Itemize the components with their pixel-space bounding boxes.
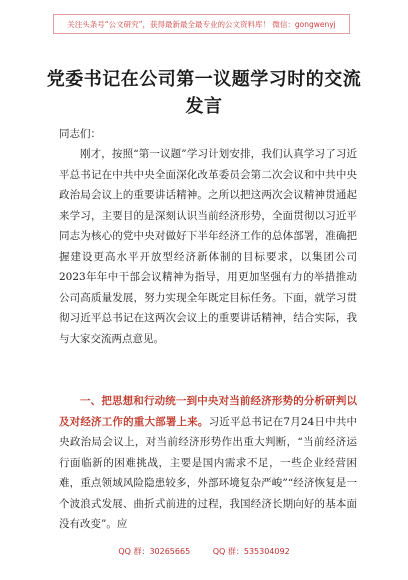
header-banner: [53, 14, 350, 34]
salutation: 同志们：: [59, 128, 101, 140]
document-title: 党委书记在公司第一议题学习时的交流发言: [46, 69, 362, 117]
footer: [0, 546, 408, 557]
section-heading: 一、把思想和行动统一到中央对当前经济形势的分析研判以及对经济工作的重大部署上来。: [59, 395, 357, 428]
footer-qq-group-2: QQ 群：535304092: [212, 547, 290, 556]
section-body: 习近平总书记在7月24日中共中央政治局会议上，对当前经济形势作出重大判断，“当前经济运行面临新的困难挑战，主要是国内需求不足，一些企业经营困难，重点领域风险隐患较多，外部环境复杂严峻”“经济恢复是一个波浪式发展、曲折式前进的过程，我国经济长期向好的基本面没有改变”。应: [59, 415, 358, 530]
footer-qq-group-1: QQ 群：30265665: [118, 547, 191, 556]
banner-text: 关注头条号“公文研究”，获得最新最全最专业的公文资料库！ 微信：gongwenyj: [67, 19, 336, 29]
paragraph-intro: 刚才，按照“第一议题”学习计划安排，我们认真学习了习近平总书记在中共中央全面深化改革委员会第二次会议和中共中央政治局会议上的重要讲话精神。之所以把这两次会议精神贯通起来学习，主要目的是深刻认识当前经济形势，全面贯彻以习近平同志为核心的党中央对做好下半年经济工作的总体部署，准确把握建设更高水平开放型经济新体制的目标要求，以集团公司2023年年中干部会议精神为指导，用更加坚强有力的举措推动公司高质量发展，努力实现全年既定目标任务。下面，就学习贯彻习近平总书记在这两次会议上的重要讲话精神，结合实际，我与大家交流两点意见。: [59, 148, 357, 345]
paragraph-section-one: [59, 391, 357, 535]
